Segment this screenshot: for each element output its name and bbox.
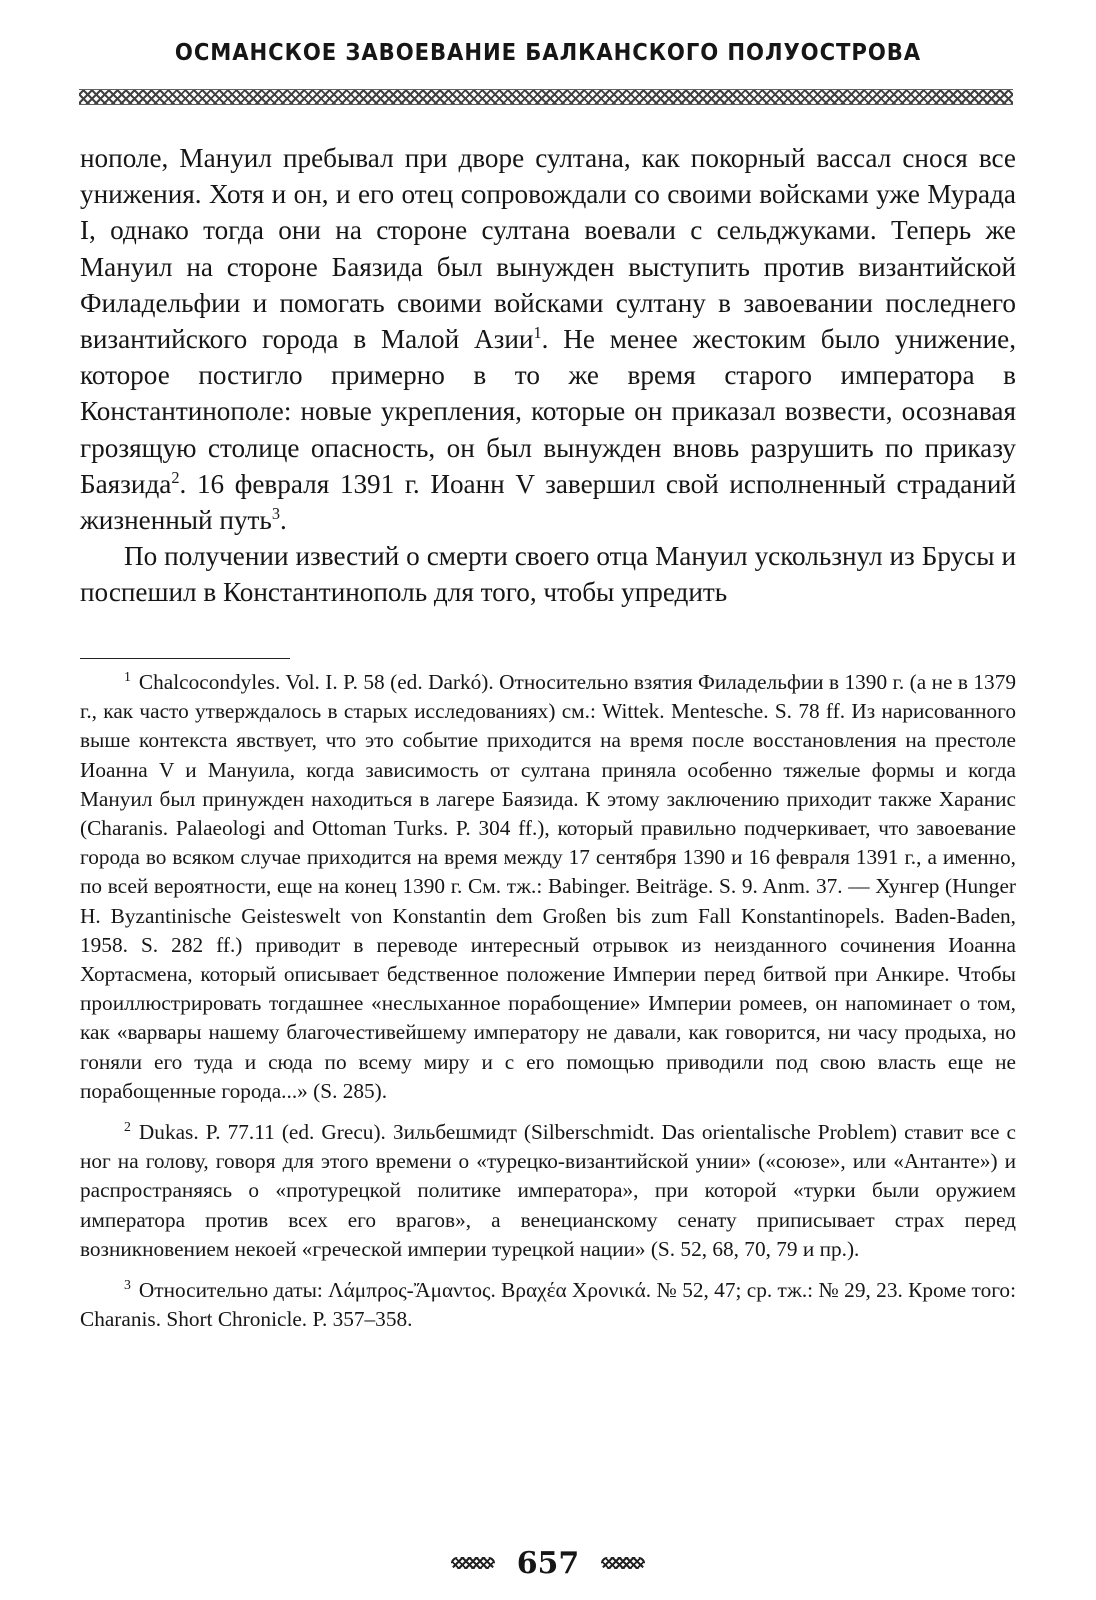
footnote-ref-2[interactable]: 2 [171,468,180,488]
footnote-1 [80,668,1016,1106]
main-text [80,140,1016,611]
paragraph-1-part-a: нополе, Мануил пребывал при дворе султана, как покорный вассал снося все унижения. Хотя и он, и его отец сопровождали со своими войсками уже Мурада I, однако тогда они на стороне султана воевали с сельджуками. Теперь же Мануил на стороне Баязида был вынужден выступить против византийской Филадельфии и помогать своими войсками султану в завоевании последнего византийского города в Малой Азии [80,143,1016,355]
footnote-2-mark: 2 [124,1119,131,1135]
paragraph-1 [80,140,1016,538]
footnote-3-mark: 3 [124,1277,131,1293]
footnote-1-mark: 1 [124,669,131,685]
footer-ornament-right-icon [601,1557,645,1569]
page-number: 657 [516,1545,580,1581]
paragraph-1-part-d: . [279,505,287,536]
footnote-2-text: Dukas. P. 77.11 (ed. Grecu). Зильбешмидт (Silberschmidt. Das orientalische Problem) ставит все с ног на голову, говоря для этого времени о «турецко-византийской унии» («союзе», или «Антанте») и распространяясь о «протурецкой политике императора», при которой «турки были оружием императора против всех его врагов», а венецианскому сенату приписывает страх перед возникновением некоей «греческой империи турецкой нации» (S. 52, 68, 70, 79 и пр.). [80,1120,1016,1261]
paragraph-1-part-c: . 16 февраля 1391 г. Иоанн V завершил свой исполненный страданий жизненный путь [80,468,1016,536]
paragraph-2: По получении известий о смерти своего отца Мануил ускользнул из Брусы и поспешил в Константинополь для того, чтобы упредить [80,541,1016,608]
footnotes [80,668,1016,1346]
running-head: ОСМАНСКОЕ ЗАВОЕВАНИЕ БАЛКАНСКОГО ПОЛУОСТРОВА [174,40,922,66]
footnote-1-text: Chalcocondyles. Vol. I. P. 58 (ed. Darkó). Относительно взятия Филадельфии в 1390 г. (а не в 1379 г., как часто утверждалось в старых исследованиях) см.: Wittek. Mentesche. S. 78 ff. Из нарисованного выше контекста явствует, что это событие приходится на время после восстановления на престоле Иоанна V и Мануила, когда зависимость от султана приняла особенно тяжелые формы и когда Мануил был принужден находиться в лагере Баязида. К этому заключению приходит также Харанис (Charanis. Palaeologi and Ottoman Turks. P. 304 ff.), который правильно подчеркивает, что завоевание города во всяком случае приходится на время между 17 сентября 1390 и 16 февраля 1391 г., а именно, по всей вероятности, еще на конец 1390 г. См. тж.: Babinger. Beiträge. S. 9. Anm. 37. — Хунгер (Hunger H. Byzantinische Geisteswelt von Konstantin dem Großen bis zum Fall Konstantinopels. Baden-Baden, 1958. S. 282 ff.) приводит в переводе интересный отрывок из неизданного сочинения Иоанна Хортасмена, который описывает бедственное положение Империи перед битвой при Анкире. Чтобы проиллюстрировать тогдашнее «неслыханное порабощение» Империи ромеев, он напоминает о том, как «варвары нашему благочестивейшему императору не давали, как говорится, ни часу продыха, но гоняли его туда и сюда по всему миру и с его помощью приводили под свою власть еще не порабощенные города...» (S. 285). [80,670,1016,1103]
footnote-ref-3[interactable]: 3 [271,504,280,524]
footnote-3 [80,1276,1016,1334]
footer-ornament-left-icon [451,1557,495,1569]
paragraph-1-part-b: . Не менее жестоким было унижение, которое постигло примерно в то же время старого императора в Константинополе: новые укрепления, которые он приказал возвести, осознавая грозящую столице опасность, он был вынужден вновь разрушить по приказу Баязида [80,324,1016,499]
footnote-3-text: Относительно даты: Λάμπρος-Ἄμαντος. Βραχέα Χρονικά. № 52, 47; ср. тж.: № 29, 23. Кроме того: Charanis. Short Chronicle. P. 357–358. [80,1278,1016,1332]
page-footer [0,1544,1096,1581]
footnote-ref-1[interactable]: 1 [533,323,542,343]
header-ornament-band [79,89,1013,105]
footnote-2 [80,1118,1016,1264]
footnote-separator [80,658,290,659]
